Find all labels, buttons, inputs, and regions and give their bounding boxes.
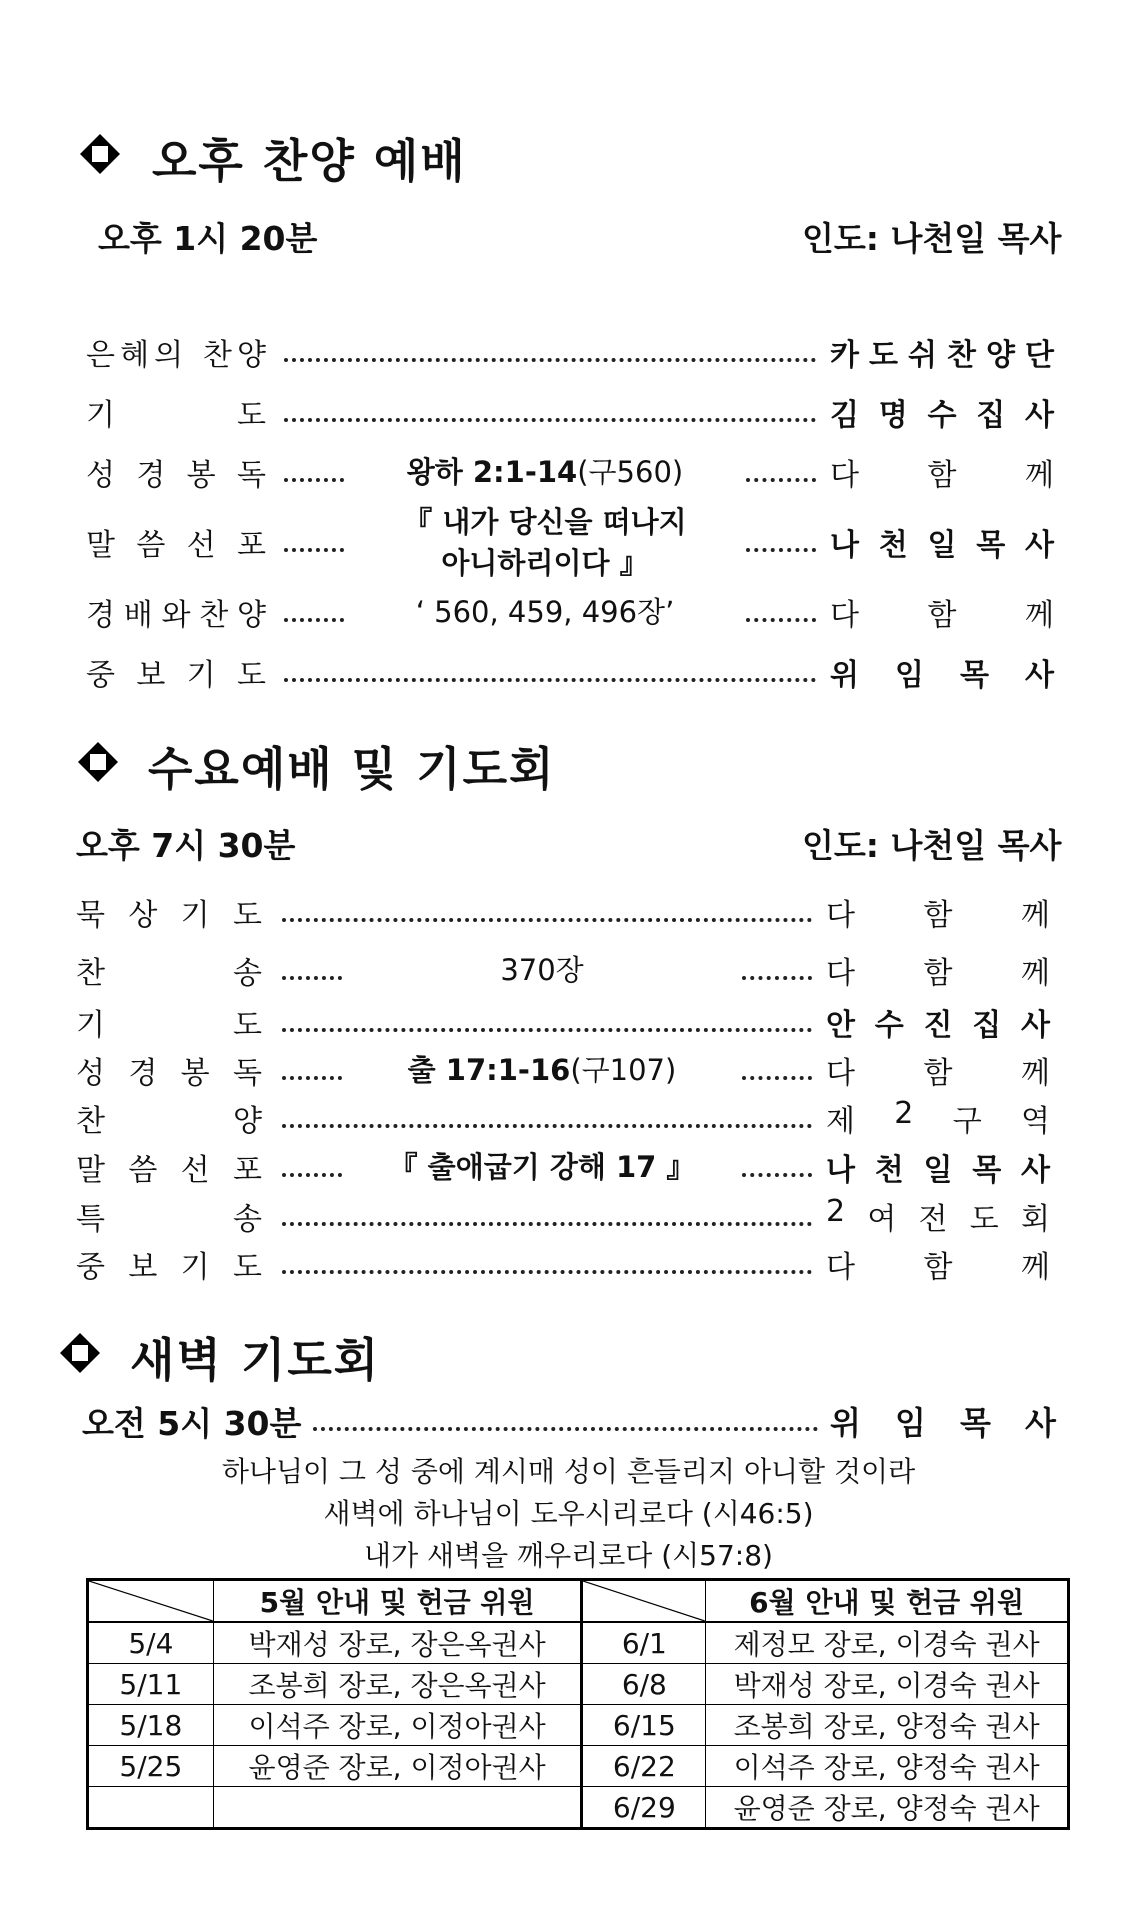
order-label — [86, 450, 266, 494]
dot-leader — [282, 1028, 812, 1032]
char: 기 — [76, 1008, 105, 1043]
char — [188, 330, 198, 374]
char: 찬 — [76, 1104, 105, 1139]
dot-leader — [282, 918, 812, 922]
order-detail — [352, 1145, 732, 1186]
order-leader — [830, 390, 1054, 434]
order-leader — [830, 650, 1054, 694]
order-leader — [830, 590, 1054, 634]
char: 쉬 — [908, 338, 937, 373]
char: 혜 — [120, 338, 150, 373]
char: 다 — [830, 598, 859, 633]
char: 사 — [1021, 1008, 1050, 1043]
order-leader — [826, 1048, 1050, 1092]
char: 특 — [76, 1202, 105, 1237]
dot-leader — [282, 1173, 342, 1177]
dawn-prayer-time: 오전 5시 30분 — [82, 1404, 302, 1443]
section-title-afternoon-worship: 오후 찬양 예배 — [152, 134, 467, 188]
char: 단 — [1025, 338, 1054, 373]
order-label — [76, 948, 262, 992]
char: 다 — [826, 898, 855, 933]
dot-leader — [282, 976, 342, 980]
order-label — [76, 1194, 262, 1238]
char: 께 — [1021, 1250, 1050, 1285]
char: 씀 — [128, 1153, 158, 1188]
order-detail — [354, 450, 736, 491]
char: 묵 — [76, 898, 105, 933]
char: 카 — [830, 338, 859, 373]
char: 봉 — [180, 1056, 210, 1091]
char: 나 — [826, 1153, 855, 1188]
char: 중 — [86, 658, 115, 693]
scripture-reference: 왕하 2:1-14 — [406, 455, 578, 489]
dot-leader — [284, 478, 344, 482]
char: 양 — [237, 598, 266, 633]
char: 독 — [232, 1056, 262, 1091]
char: 다 — [826, 1056, 855, 1091]
char: 함 — [923, 898, 953, 933]
char: 말 — [86, 528, 115, 563]
char: 께 — [1021, 898, 1050, 933]
may-date — [88, 1787, 214, 1829]
bible-verse-3: 내가 새벽을 깨우리로다 (시57:8) — [364, 1539, 773, 1572]
may-date: 5/25 — [88, 1746, 214, 1787]
char: 경 — [86, 598, 115, 633]
june-date: 6/22 — [582, 1746, 706, 1787]
dot-leader — [742, 1173, 812, 1177]
char: 중 — [76, 1250, 105, 1285]
order-leader — [830, 330, 1054, 374]
char: 께 — [1025, 458, 1054, 493]
char: 다 — [826, 956, 855, 991]
dot-leader — [284, 618, 344, 622]
diamond-bullet-icon — [58, 1331, 102, 1375]
order-detail — [352, 1048, 732, 1089]
char: 선 — [186, 528, 216, 563]
may-date: 5/11 — [88, 1664, 214, 1705]
sermon-title-line-2: 아니하리이다 』 — [441, 546, 649, 580]
order-label — [76, 1000, 262, 1044]
char: 양 — [233, 1104, 262, 1139]
order-leader — [830, 520, 1054, 564]
char: 임 — [895, 658, 924, 693]
table-row — [88, 1787, 1069, 1829]
afternoon-worship-time: 오후 1시 20분 — [98, 219, 318, 258]
char: 2 — [894, 1096, 914, 1131]
char: 여 — [867, 1202, 897, 1237]
detail-note: ‘ 560, 459, 496장’ — [415, 595, 675, 629]
char: 함 — [923, 1056, 953, 1091]
char: 독 — [236, 458, 266, 493]
june-date: 6/1 — [582, 1622, 706, 1664]
june-names: 조봉희 장로, 양정숙 권사 — [706, 1705, 1069, 1746]
order-label — [76, 1145, 262, 1189]
char: 다 — [830, 458, 859, 493]
may-date: 5/4 — [88, 1622, 214, 1664]
char: 께 — [1025, 598, 1054, 633]
june-names: 박재성 장로, 이경숙 권사 — [706, 1664, 1069, 1705]
dot-leader — [282, 1222, 812, 1226]
detail-note: (구107) — [570, 1053, 677, 1087]
dot-leader — [282, 1076, 342, 1080]
char: 경 — [136, 458, 166, 493]
char: 도 — [969, 1202, 999, 1237]
dot-leader — [746, 478, 816, 482]
sermon-title-line-1: 『 내가 당신을 떠나지 — [403, 505, 687, 539]
char: 천 — [878, 528, 908, 563]
char: 께 — [1021, 956, 1050, 991]
may-header: 5월 안내 및 헌금 위원 — [213, 1580, 582, 1623]
char: 경 — [128, 1056, 158, 1091]
char: 수 — [874, 1008, 904, 1043]
may-names: 조봉희 장로, 장은옥권사 — [213, 1664, 582, 1705]
scripture-reference: 『 출애굽기 강해 17 』 — [388, 1150, 696, 1184]
order-label — [86, 650, 266, 694]
order-detail — [354, 590, 736, 631]
char: 양 — [986, 338, 1015, 373]
diagonal-header-cell — [88, 1580, 214, 1623]
char: 사 — [1025, 658, 1054, 693]
order-detail — [352, 948, 732, 989]
order-leader — [826, 1145, 1050, 1189]
order-label — [86, 520, 266, 564]
detail-note: (구560) — [577, 455, 684, 489]
char: 성 — [76, 1056, 105, 1091]
char: 송 — [233, 956, 262, 991]
char: 기 — [180, 898, 210, 933]
char: 사 — [1021, 1153, 1050, 1188]
dot-leader — [742, 976, 812, 980]
char: 위 — [830, 1404, 861, 1442]
char: 2 — [826, 1194, 846, 1229]
char: 도 — [232, 1250, 262, 1285]
june-date: 6/29 — [582, 1787, 706, 1829]
char: 목 — [960, 658, 989, 693]
char: 사 — [1025, 528, 1054, 563]
char: 함 — [923, 956, 953, 991]
section-title-wednesday-worship: 수요예배 및 기도회 — [148, 742, 556, 796]
may-names: 박재성 장로, 장은옥권사 — [213, 1622, 582, 1664]
order-leader — [830, 450, 1054, 494]
char: 기 — [186, 658, 216, 693]
char: 목 — [960, 1404, 991, 1442]
char: 회 — [1020, 1202, 1050, 1237]
bible-verse-1: 하나님이 그 성 중에 계시매 성이 흔들리지 아니할 것이라 — [221, 1455, 916, 1488]
char: 성 — [86, 458, 115, 493]
char: 구 — [952, 1104, 982, 1139]
order-leader — [826, 1000, 1050, 1044]
char: 사 — [1025, 398, 1054, 433]
scripture-reference: 출 17:1-16 — [407, 1053, 571, 1087]
diamond-bullet-icon — [76, 740, 120, 784]
char: 찬 — [202, 338, 232, 373]
char: 의 — [154, 338, 184, 373]
wednesday-worship-time: 오후 7시 30분 — [76, 826, 296, 865]
char: 위 — [830, 658, 859, 693]
dot-leader — [284, 358, 816, 362]
june-date: 6/15 — [582, 1705, 706, 1746]
char: 도 — [869, 338, 898, 373]
order-label — [76, 1242, 262, 1286]
diagonal-header-cell — [582, 1580, 706, 1623]
dot-leader — [284, 548, 344, 552]
char: 함 — [923, 1250, 953, 1285]
char: 목 — [972, 1153, 1002, 1188]
order-label — [76, 1096, 262, 1140]
char: 기 — [180, 1250, 210, 1285]
char: 기 — [86, 398, 115, 433]
char: 천 — [874, 1153, 904, 1188]
char: 은 — [86, 338, 115, 373]
char: 도 — [237, 398, 266, 433]
wednesday-worship-leader: 인도: 나천일 목사 — [802, 826, 1062, 865]
char: 보 — [136, 658, 166, 693]
dot-leader — [746, 548, 816, 552]
june-names: 이석주 장로, 양정숙 권사 — [706, 1746, 1069, 1787]
char: 목 — [976, 528, 1006, 563]
char: 선 — [180, 1153, 210, 1188]
char: 도 — [232, 898, 262, 933]
order-detail — [354, 500, 736, 582]
char: 진 — [923, 1008, 953, 1043]
order-leader — [826, 1194, 1050, 1238]
diamond-bullet-icon — [78, 132, 122, 176]
table-row — [88, 1664, 1069, 1705]
char: 찬 — [199, 598, 229, 633]
char: 수 — [927, 398, 957, 433]
table-row — [88, 1622, 1069, 1664]
order-leader — [826, 890, 1050, 934]
dot-leader — [284, 418, 816, 422]
order-label — [86, 330, 266, 374]
char: 포 — [236, 528, 266, 563]
char: 께 — [1021, 1056, 1050, 1091]
table-row — [88, 1746, 1069, 1787]
char: 도 — [233, 1008, 262, 1043]
char: 말 — [76, 1153, 105, 1188]
char: 집 — [972, 1008, 1002, 1043]
june-names: 제정모 장로, 이경숙 권사 — [706, 1622, 1069, 1664]
char: 함 — [927, 458, 957, 493]
june-date: 6/8 — [582, 1664, 706, 1705]
char: 봉 — [186, 458, 216, 493]
dot-leader — [742, 1076, 812, 1080]
char: 나 — [830, 528, 859, 563]
char: 함 — [927, 598, 957, 633]
char: 집 — [976, 398, 1006, 433]
dot-leader — [282, 1270, 812, 1274]
char: 씀 — [136, 528, 166, 563]
june-names: 윤영준 장로, 양정숙 권사 — [706, 1787, 1069, 1829]
char: 찬 — [76, 956, 105, 991]
detail-note: 370장 — [500, 953, 584, 987]
char: 보 — [128, 1250, 158, 1285]
order-label — [86, 390, 266, 434]
order-leader — [826, 1096, 1050, 1140]
order-label — [76, 890, 262, 934]
dot-leader — [313, 1427, 818, 1431]
char: 전 — [918, 1202, 948, 1237]
char: 포 — [232, 1153, 262, 1188]
dot-leader — [282, 1124, 812, 1128]
order-label — [76, 1048, 262, 1092]
char: 와 — [161, 598, 191, 633]
char: 도 — [236, 658, 266, 693]
may-names: 윤영준 장로, 이정아권사 — [213, 1746, 582, 1787]
char: 양 — [236, 338, 266, 373]
order-label — [86, 590, 266, 634]
section-title-dawn-prayer: 새벽 기도회 — [130, 1333, 381, 1387]
bible-verse-2: 새벽에 하나님이 도우시리로다 (시46:5) — [323, 1497, 814, 1530]
char: 김 — [830, 398, 859, 433]
char: 역 — [1021, 1104, 1050, 1139]
dot-leader — [746, 618, 816, 622]
may-names: 이석주 장로, 이정아권사 — [213, 1705, 582, 1746]
dot-leader — [284, 678, 816, 682]
table-row — [88, 1705, 1069, 1746]
char: 일 — [923, 1153, 953, 1188]
june-header: 6월 안내 및 헌금 위원 — [706, 1580, 1069, 1623]
may-names — [213, 1787, 582, 1829]
order-leader — [826, 948, 1050, 992]
order-leader — [826, 1242, 1050, 1286]
char: 배 — [123, 598, 153, 633]
may-date: 5/18 — [88, 1705, 214, 1746]
char: 상 — [128, 898, 158, 933]
dawn-prayer-leader — [830, 1398, 1056, 1444]
char: 사 — [1025, 1404, 1056, 1442]
char: 송 — [233, 1202, 262, 1237]
char: 임 — [895, 1404, 926, 1442]
afternoon-worship-leader: 인도: 나천일 목사 — [802, 219, 1062, 258]
char: 제 — [826, 1104, 855, 1139]
char: 안 — [826, 1008, 855, 1043]
char: 명 — [878, 398, 908, 433]
char: 다 — [826, 1250, 855, 1285]
char: 찬 — [947, 338, 976, 373]
char: 일 — [927, 528, 957, 563]
usher-offering-schedule-table — [86, 1578, 1070, 1830]
